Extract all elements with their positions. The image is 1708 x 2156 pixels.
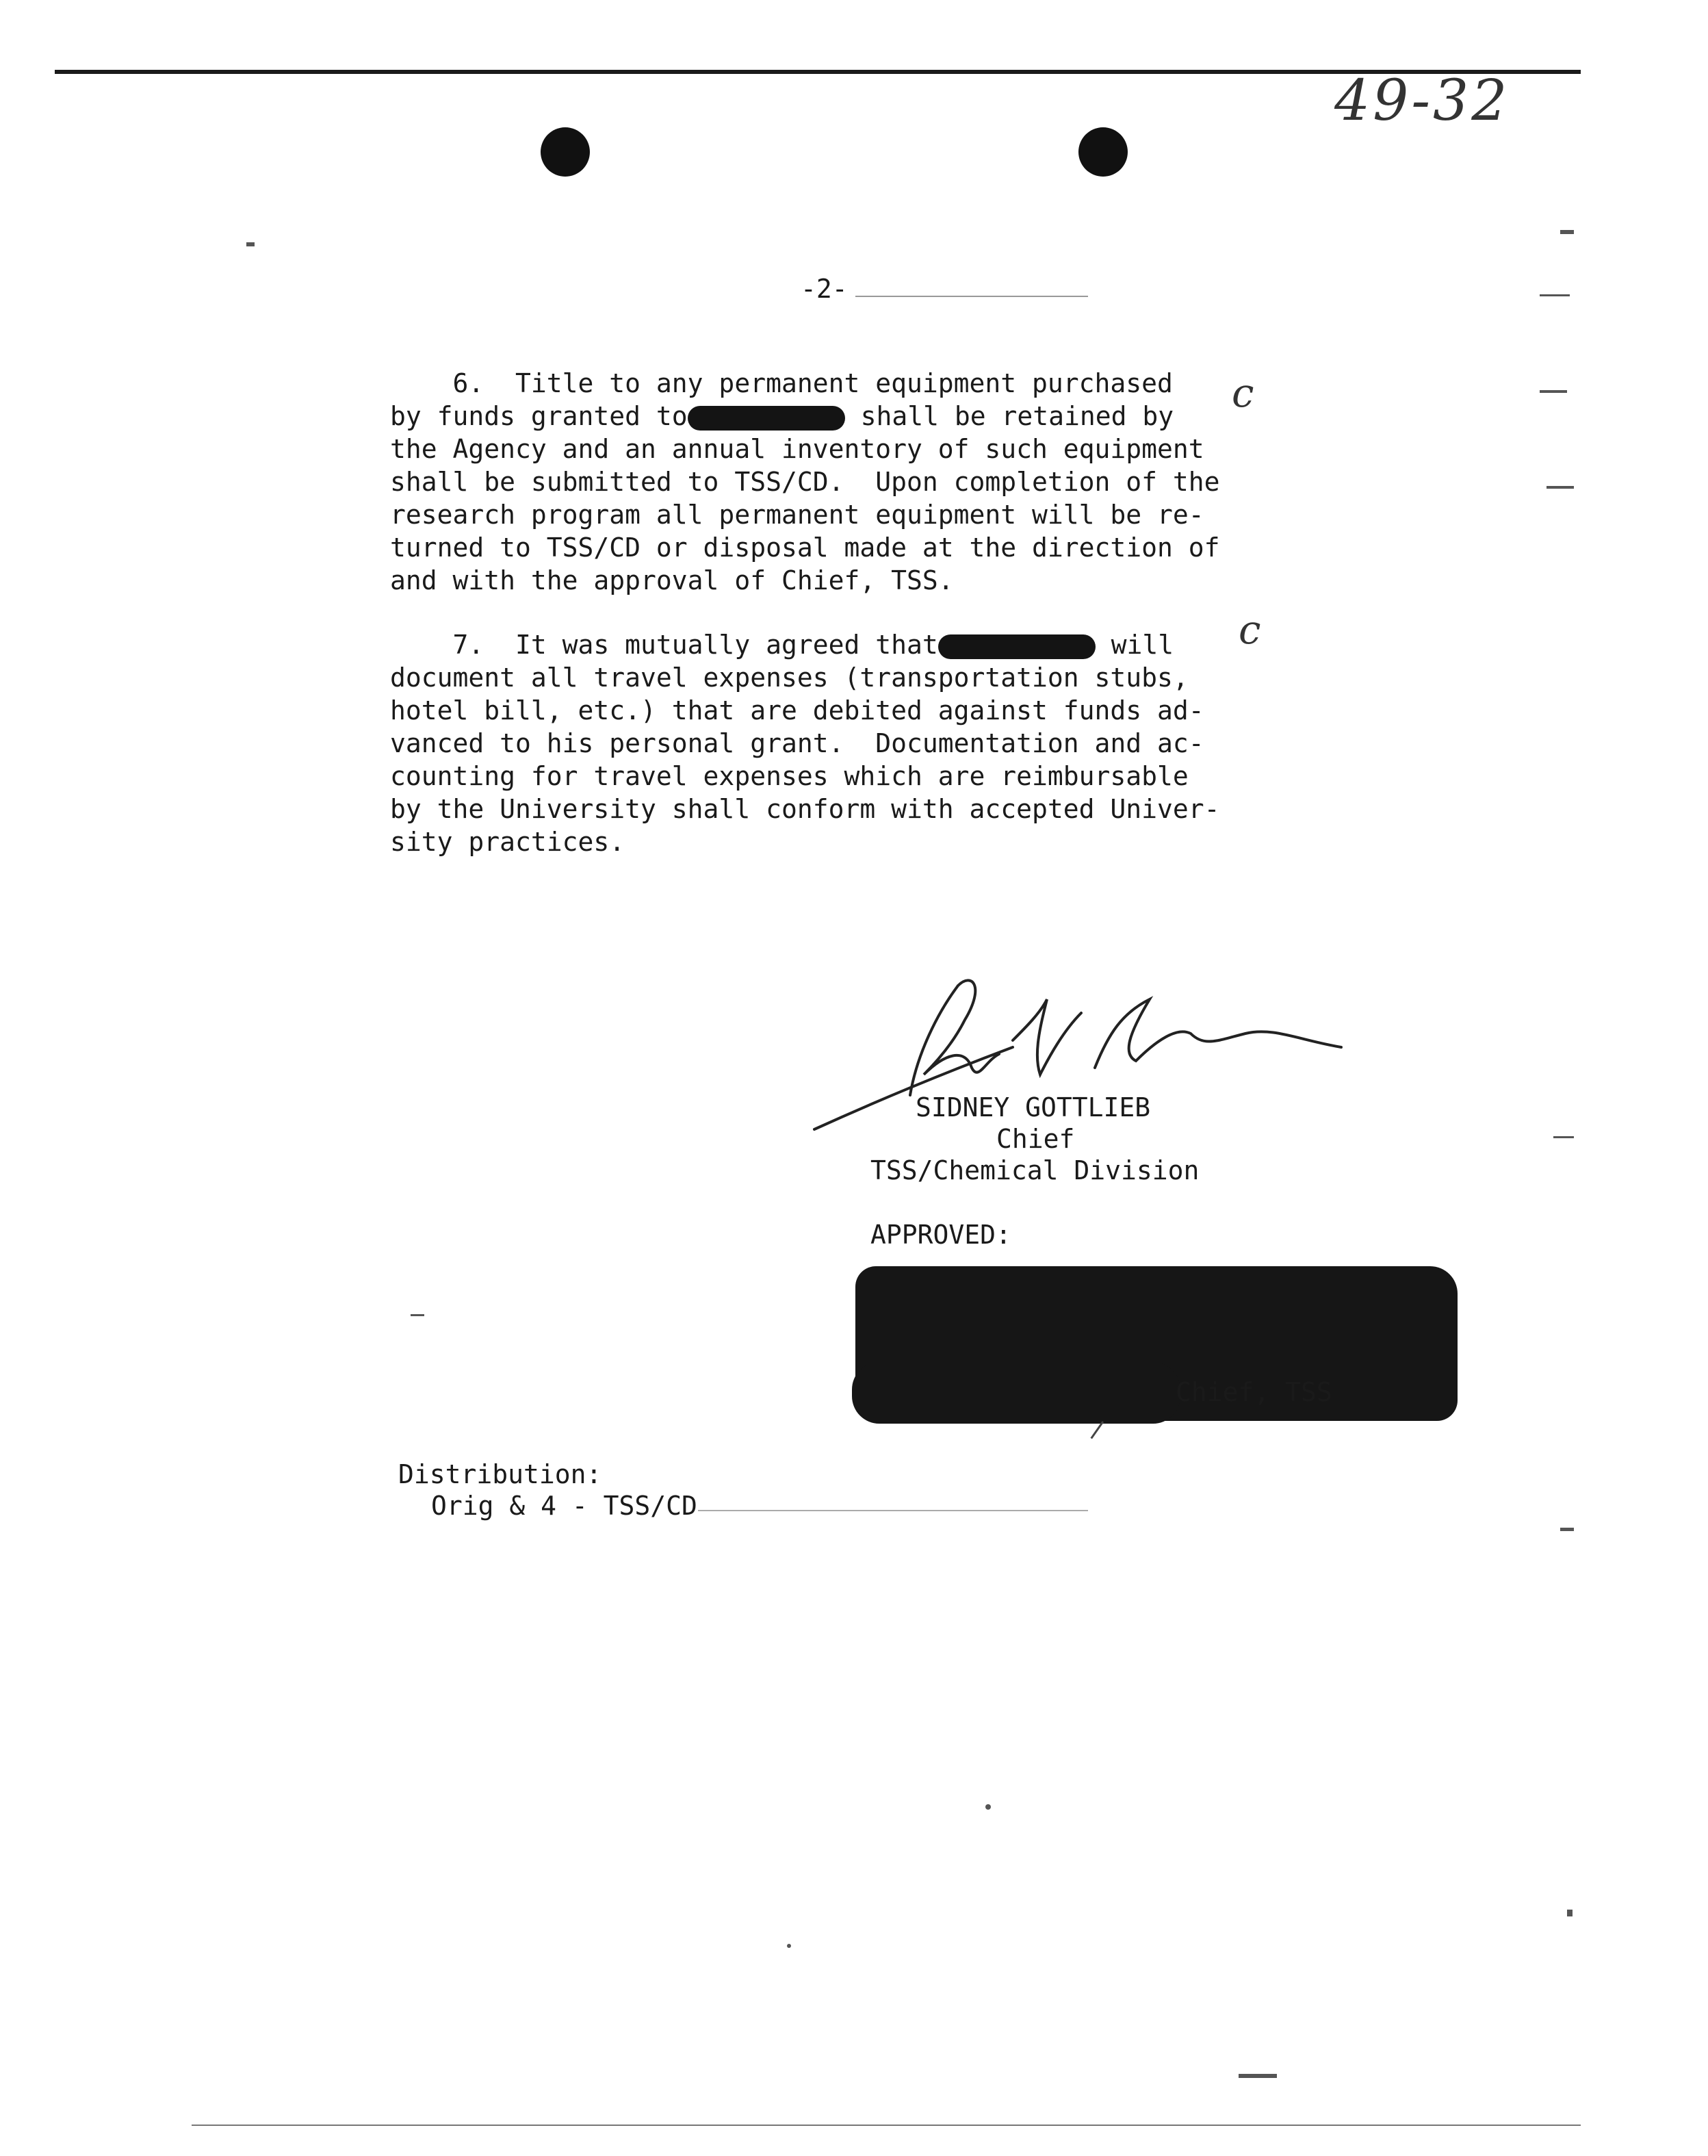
approver-redaction-tail [852,1362,1180,1424]
signer-division: TSS/Chemical Division [870,1155,1200,1185]
punch-hole-right [1078,127,1128,177]
paragraph-7 [390,628,1245,858]
paragraph-line: turned to TSS/CD or disposal made at the direction of [390,532,1220,563]
paragraph-line: by the University shall conform with accepted Univer- [390,794,1220,824]
scan-speck [985,1804,991,1810]
distribution-label: Distribution: [398,1459,602,1489]
paragraph-text: will [1111,630,1174,660]
paragraph-6 [390,367,1245,597]
margin-checkmark: c [1239,606,1261,653]
handwritten-file-number: 49-32 [1334,68,1510,133]
scan-speck [1560,1528,1574,1531]
paragraph-text: by funds granted to [390,401,688,431]
scan-speck [1540,390,1567,393]
paragraph-line: 6. Title to any permanent equipment purchased [390,368,1173,398]
distribution-rule [698,1510,1088,1511]
paragraph-line: and with the approval of Chief, TSS. [390,565,954,595]
paragraph-text: 7. It was mutually agreed that [390,630,938,660]
bottom-border-rule [192,2125,1581,2126]
distribution-item: Orig & 4 - TSS/CD [431,1491,697,1521]
scan-speck [1560,230,1574,234]
paragraph-line: vanced to his personal grant. Documentation and ac- [390,728,1204,758]
signer-name: SIDNEY GOTTLIEB [916,1092,1151,1122]
scan-speck [411,1314,424,1316]
page-number-rule [855,296,1088,297]
scan-speck [1540,294,1570,296]
scan-speck [1553,1136,1574,1138]
paragraph-line-with-redaction [390,400,1245,433]
scan-speck [1090,1421,1115,1447]
scan-speck [246,242,255,246]
paragraph-line: document all travel expenses (transportation stubs, [390,663,1189,693]
paragraph-line: shall be submitted to TSS/CD. Upon completion of the [390,467,1220,497]
redaction-mark [938,634,1096,659]
paragraph-line: research program all permanent equipment will be re- [390,500,1204,530]
scan-speck [1547,486,1574,489]
scan-speck [1239,2074,1277,2078]
scan-speck [1567,1910,1573,1916]
scan-speck [787,1944,791,1948]
approved-label: APPROVED: [870,1220,1011,1250]
paragraph-line: the Agency and an annual inventory of such equipment [390,434,1204,464]
paragraph-line-with-redaction [390,628,1245,661]
page-number: -2- [801,274,848,304]
signer-title: Chief [996,1124,1075,1154]
punch-hole-left [541,127,590,177]
approver-title: Chief, TSS [1176,1377,1332,1407]
paragraph-line: sity practices. [390,827,625,857]
redaction-mark [688,406,845,431]
paragraph-line: hotel bill, etc.) that are debited against funds ad- [390,695,1204,726]
paragraph-line: counting for travel expenses which are reimbursable [390,761,1189,791]
margin-checkmark: c [1232,370,1254,416]
paragraph-text: shall be retained by [860,401,1174,431]
